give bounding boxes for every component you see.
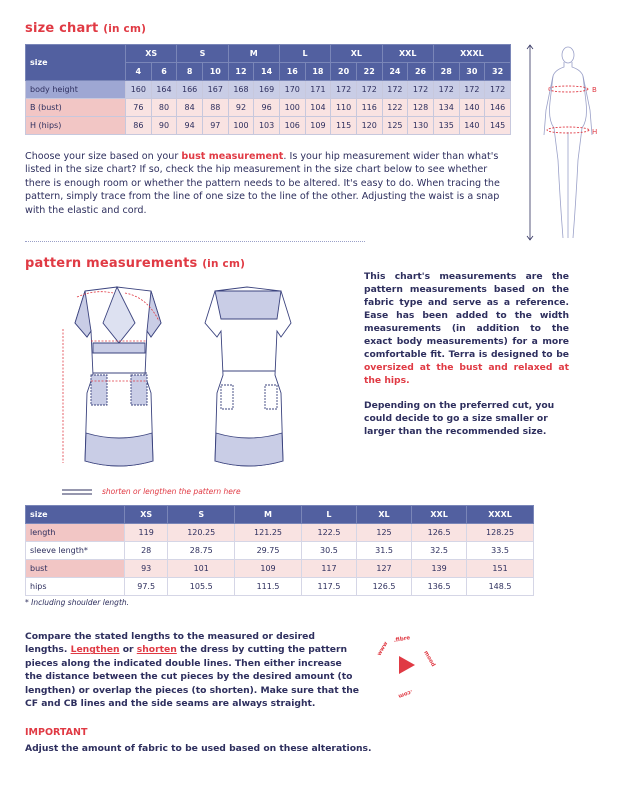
table-row	[26, 542, 534, 560]
size-group-header: L	[279, 45, 330, 63]
size-number-header: 22	[356, 63, 382, 81]
table-cell: 100	[279, 99, 305, 117]
table-cell: 109	[235, 560, 302, 578]
table-cell: 172	[433, 81, 459, 99]
table-cell: 80	[151, 99, 177, 117]
table-cell: 105.5	[168, 578, 235, 596]
table-cell: 100	[228, 117, 254, 135]
compare-paragraph: Compare the stated lengths to the measured or desired lengths. Lengthen or shorten the dress by cutting the pattern pieces along the indicated double lines. Then either increase the distance between the cut pieces by the desired amount (to lengthen) or overlap the pieces (to shorten). Make sure that the CF and CB lines and the side seams are always straight.	[25, 631, 359, 710]
size-number-header: 16	[279, 63, 305, 81]
table-cell: 172	[356, 81, 382, 99]
table-cell: 76	[126, 99, 152, 117]
dress-illustrations	[55, 283, 315, 483]
table-cell: 121.25	[235, 524, 302, 542]
table-cell: 90	[151, 117, 177, 135]
table-cell: 172	[408, 81, 434, 99]
table-row	[26, 560, 534, 578]
table-cell: 139	[412, 560, 467, 578]
table-cell: 84	[177, 99, 203, 117]
table-cell: 97.5	[125, 578, 168, 596]
table-cell: 97	[202, 117, 228, 135]
table-cell: 88	[202, 99, 228, 117]
intro-paragraph: Choose your size based on your bust measurement. Is your hip measurement wider than what's listed in the size chart? If so, check the hip measurement in the size chart below to see whether there is enough room or whether the pattern needs to be altered. It's easy to do. When tracing the pattern, simply trace from the line of one size to the line of the other. Adjusting the waist is a snap with the elastic and cord.	[25, 151, 500, 216]
table-cell: 172	[485, 81, 511, 99]
hips-label: H	[592, 128, 598, 136]
footnote: * Including shoulder length.	[25, 598, 130, 607]
table-cell: 171	[305, 81, 331, 99]
size-column-header: M	[235, 506, 302, 524]
table-cell: 109	[305, 117, 331, 135]
row-label: H (hips)	[26, 117, 126, 135]
table-cell: 86	[126, 117, 152, 135]
table-cell: 96	[254, 99, 280, 117]
size-number-header: 12	[228, 63, 254, 81]
table-row	[26, 578, 534, 596]
table-cell: 117.5	[301, 578, 356, 596]
important-title: IMPORTANT	[25, 727, 88, 738]
table-cell: 103	[254, 117, 280, 135]
table-cell: 167	[202, 81, 228, 99]
row-label: body height	[26, 81, 126, 99]
table-row	[26, 117, 511, 135]
pattern-description: This chart's measurements are the pattern measurements based on the fabric type and serve as a reference. Ease has been added to the width measurements (in addition to the exact body measurements) for a more comfortable fit. Terra is designed to be oversized at the bust and relaxed at the hips.	[364, 271, 569, 386]
table-cell: 166	[177, 81, 203, 99]
size-number-header: 18	[305, 63, 331, 81]
size-column-header: XL	[356, 506, 411, 524]
table-cell: 148.5	[467, 578, 534, 596]
row-label: bust	[26, 560, 125, 578]
size-chart-title: size chart (in cm)	[25, 21, 147, 36]
table-cell: 172	[331, 81, 357, 99]
size-number-header: 14	[254, 63, 280, 81]
table-cell: 32.5	[412, 542, 467, 560]
table-cell: 172	[459, 81, 485, 99]
bust-label: B	[592, 86, 597, 94]
table-cell: 104	[305, 99, 331, 117]
size-group-header: XL	[331, 45, 382, 63]
table-row	[26, 81, 511, 99]
table-cell: 168	[228, 81, 254, 99]
table-cell: 128.25	[467, 524, 534, 542]
table-cell: 126.5	[412, 524, 467, 542]
table-cell: 125	[356, 524, 411, 542]
size-number-header: 10	[202, 63, 228, 81]
size-number-header: 8	[177, 63, 203, 81]
row-label: sleeve length*	[26, 542, 125, 560]
row-label: B (bust)	[26, 99, 126, 117]
table-cell: 92	[228, 99, 254, 117]
table-cell: 130	[408, 117, 434, 135]
table-cell: 122.5	[301, 524, 356, 542]
svg-text:.com: .com	[397, 688, 414, 699]
table-cell: 127	[356, 560, 411, 578]
size-group-header: XS	[126, 45, 177, 63]
table-cell: 111.5	[235, 578, 302, 596]
size-number-header: 24	[382, 63, 408, 81]
table-cell: 33.5	[467, 542, 534, 560]
table-cell: 160	[126, 81, 152, 99]
table-cell: 126.5	[356, 578, 411, 596]
table-cell: 31.5	[356, 542, 411, 560]
table-cell: 115	[331, 117, 357, 135]
size-group-header: M	[228, 45, 279, 63]
table-cell: 128	[408, 99, 434, 117]
table-cell: 140	[459, 117, 485, 135]
table-cell: 116	[356, 99, 382, 117]
row-label: length	[26, 524, 125, 542]
size-column-header: XXL	[412, 506, 467, 524]
pattern-measurements-table	[25, 505, 534, 596]
size-column-header: XXXL	[467, 506, 534, 524]
table-cell: 28.75	[168, 542, 235, 560]
svg-text:.fibre: .fibre	[393, 635, 411, 644]
table-cell: 125	[382, 117, 408, 135]
size-number-header: 32	[485, 63, 511, 81]
size-number-header: 20	[331, 63, 357, 81]
table-cell: 134	[433, 99, 459, 117]
body-figure	[520, 40, 610, 245]
table-cell: 30.5	[301, 542, 356, 560]
table-cell: 28	[125, 542, 168, 560]
table-cell: 136.5	[412, 578, 467, 596]
pattern-title: pattern measurements (in cm)	[25, 256, 246, 271]
svg-text:www: www	[376, 640, 390, 657]
size-column-header: S	[168, 506, 235, 524]
table-cell: 170	[279, 81, 305, 99]
divider	[25, 241, 365, 242]
size-number-header: 4	[126, 63, 152, 81]
fibremood-logo	[370, 630, 440, 700]
size-chart-table	[25, 44, 511, 135]
table-cell: 29.75	[235, 542, 302, 560]
table-cell: 93	[125, 560, 168, 578]
table-cell: 164	[151, 81, 177, 99]
size-column-header: L	[301, 506, 356, 524]
svg-text:mood: mood	[422, 650, 437, 668]
size-group-header: S	[177, 45, 228, 63]
table-cell: 151	[467, 560, 534, 578]
table-row	[26, 524, 534, 542]
size-number-header: 28	[433, 63, 459, 81]
table-cell: 94	[177, 117, 203, 135]
table-cell: 101	[168, 560, 235, 578]
table-cell: 120.25	[168, 524, 235, 542]
size-number-header: 26	[408, 63, 434, 81]
pattern-description-2: Depending on the preferred cut, you could decide to go a size smaller or larger than the recommended size.	[364, 400, 555, 437]
table-row	[26, 99, 511, 117]
table-cell: 119	[125, 524, 168, 542]
important-text: Adjust the amount of fabric to be used based on these alterations.	[25, 743, 372, 754]
size-group-header: XXXL	[433, 45, 510, 63]
table-cell: 169	[254, 81, 280, 99]
table-cell: 122	[382, 99, 408, 117]
double-line-icon	[62, 488, 92, 496]
size-column-header: XS	[125, 506, 168, 524]
size-group-header: XXL	[382, 45, 433, 63]
size-header: size	[26, 45, 126, 81]
table-cell: 140	[459, 99, 485, 117]
table-cell: 145	[485, 117, 511, 135]
table-cell: 110	[331, 99, 357, 117]
size-number-header: 30	[459, 63, 485, 81]
size-header: size	[26, 506, 125, 524]
table-cell: 106	[279, 117, 305, 135]
table-cell: 117	[301, 560, 356, 578]
table-cell: 135	[433, 117, 459, 135]
table-cell: 146	[485, 99, 511, 117]
table-cell: 172	[382, 81, 408, 99]
size-number-header: 6	[151, 63, 177, 81]
table-cell: 120	[356, 117, 382, 135]
shorten-note: shorten or lengthen the pattern here	[102, 487, 241, 496]
row-label: hips	[26, 578, 125, 596]
